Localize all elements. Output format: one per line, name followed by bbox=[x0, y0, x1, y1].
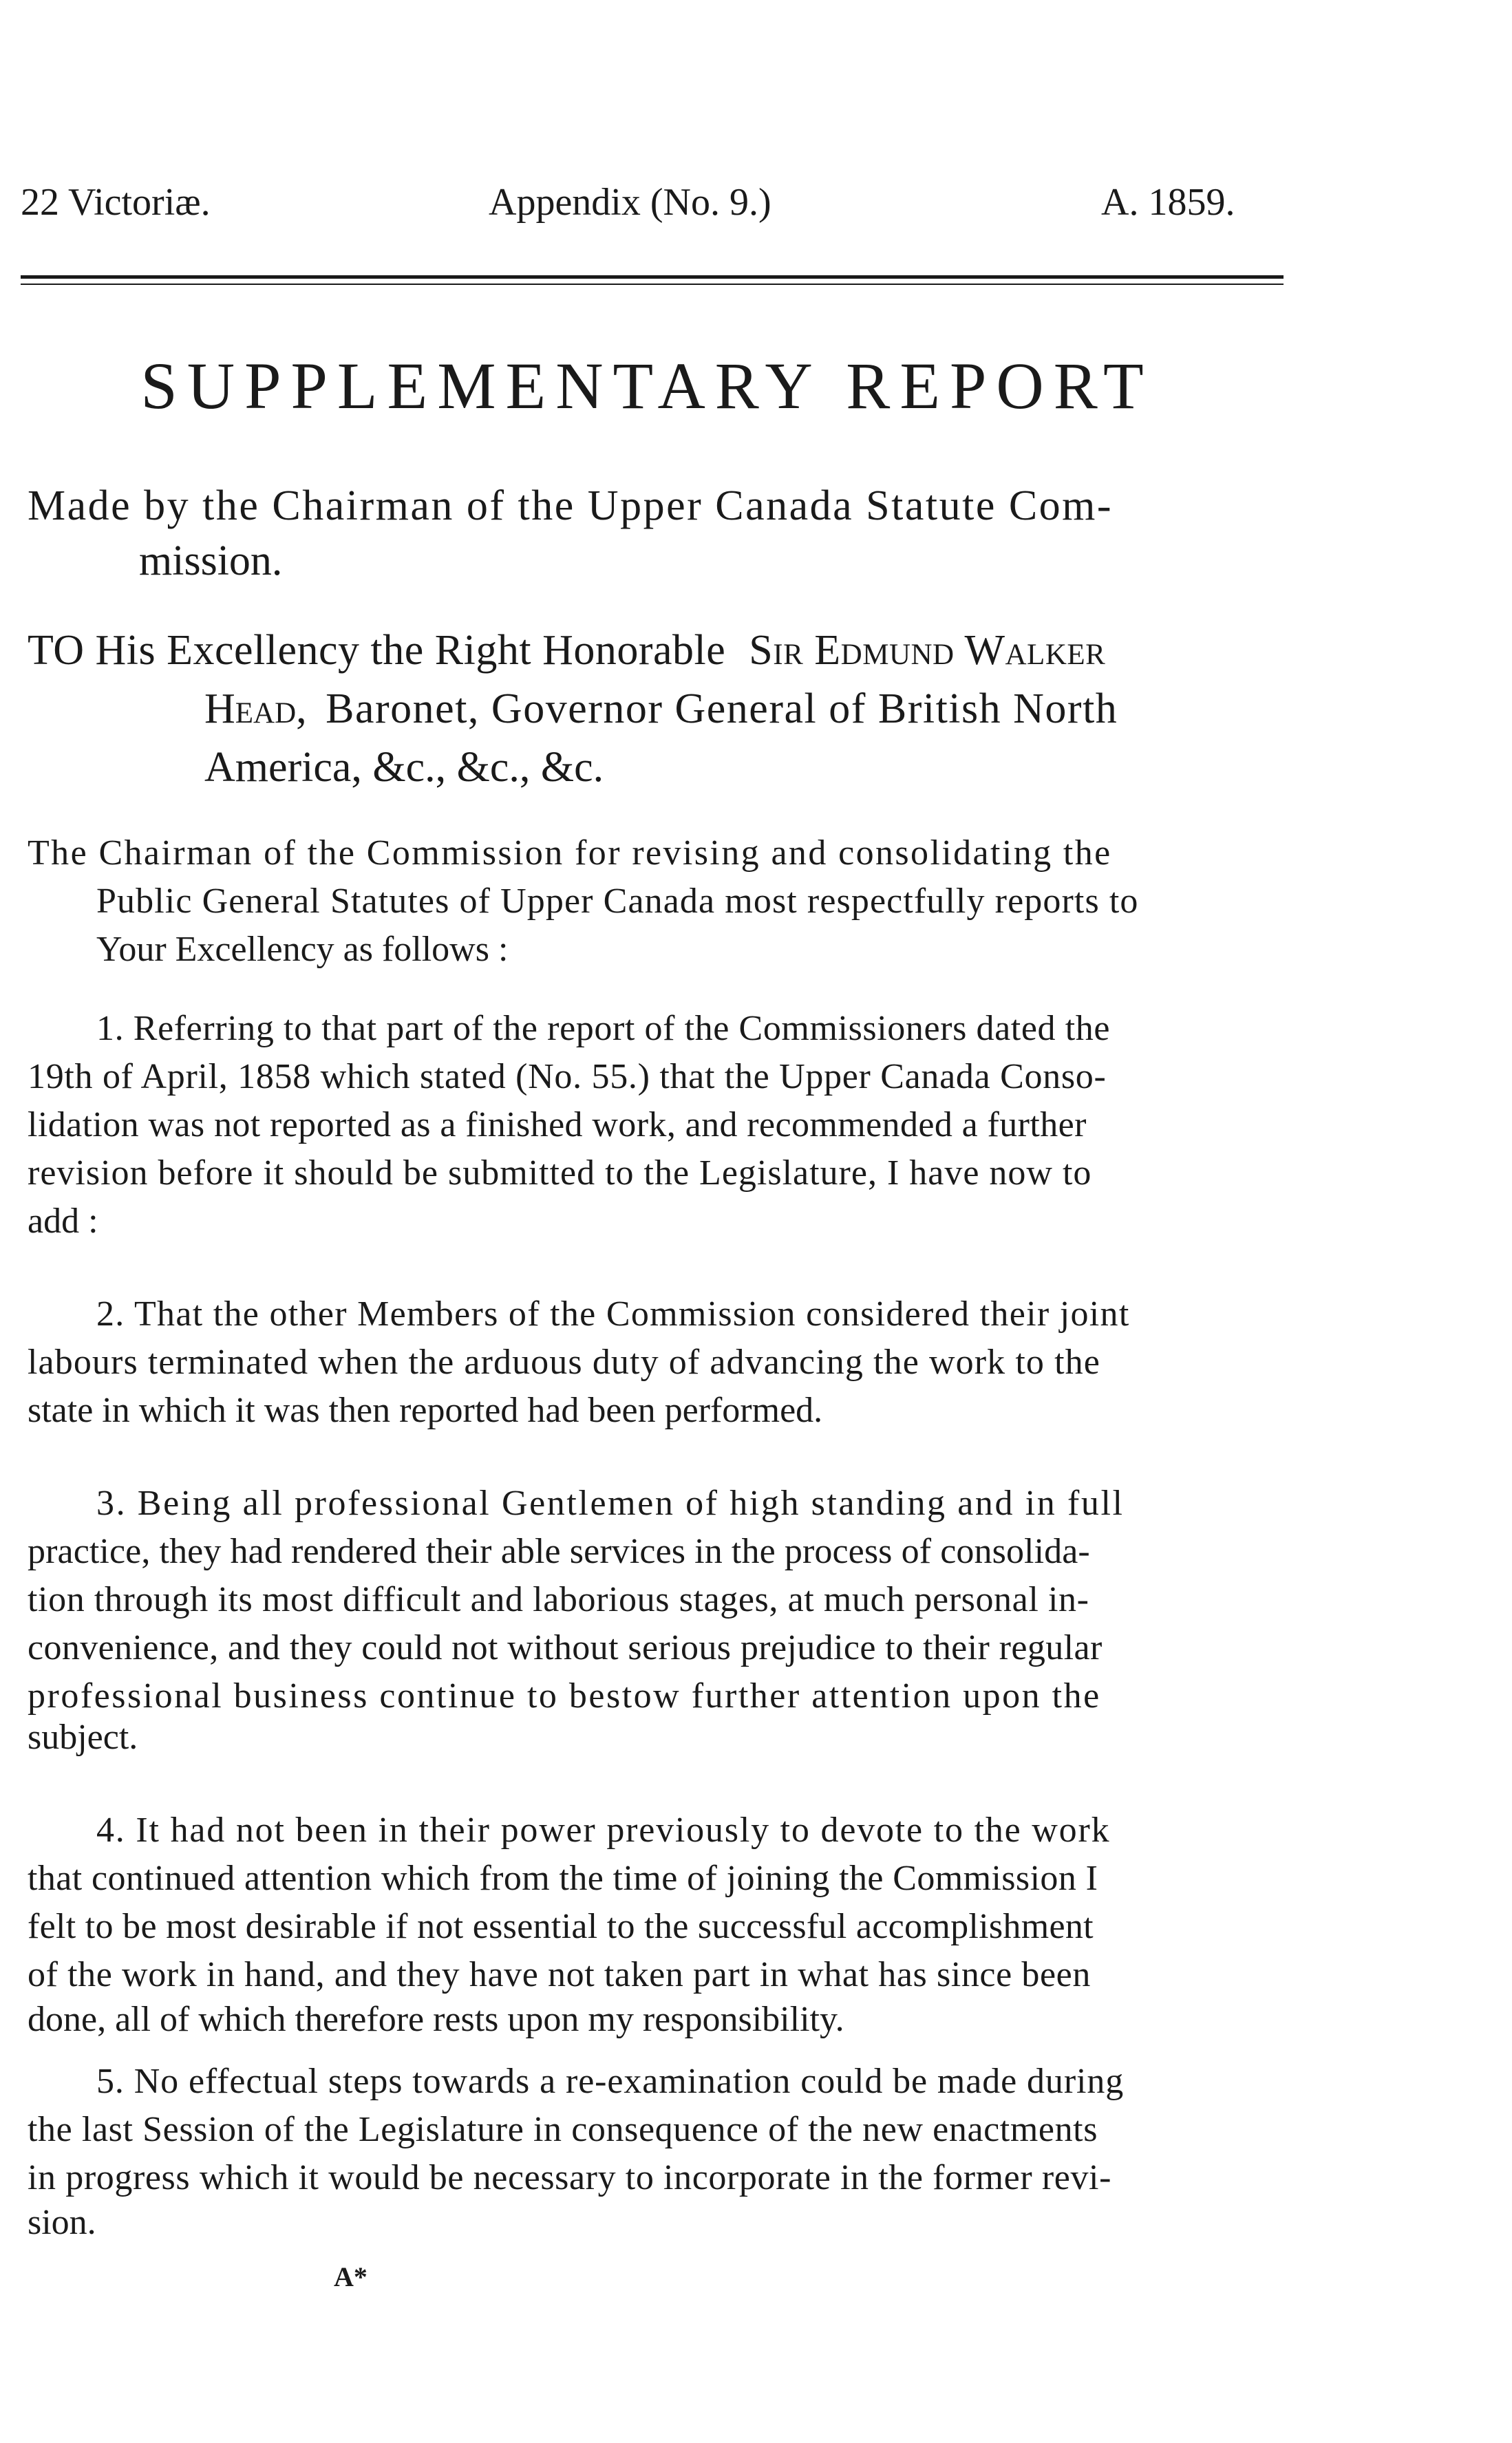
intro-line-3: Your Excellency as follows : bbox=[96, 930, 509, 969]
header-rule-thin bbox=[21, 284, 1284, 285]
paragraph-3-line-6: subject. bbox=[28, 1718, 138, 1757]
paragraph-1-line-4: revision before it should be submitted to the Legislature, I have now to bbox=[28, 1153, 1092, 1193]
paragraph-1-line-3: lidation was not reported as a finished work, and recommended a further bbox=[28, 1105, 1087, 1144]
paragraph-2-line-3: state in which it was then reported had been performed. bbox=[28, 1391, 823, 1430]
header-rule-thick bbox=[21, 275, 1284, 279]
paragraph-3-line-4: convenience, and they could not without serious prejudice to their regular bbox=[28, 1628, 1103, 1667]
address-line-2 bbox=[204, 685, 1118, 734]
paragraph-5-line-3: in progress which it would be necessary to incorporate in the former revi- bbox=[28, 2158, 1112, 2197]
paragraph-5-line-4: sion. bbox=[28, 2203, 96, 2242]
report-title: SUPPLEMENTARY REPORT bbox=[140, 349, 1153, 423]
address-line-1 bbox=[28, 626, 1105, 675]
paragraph-2-line-2: labours terminated when the arduous duty of advancing the work to the bbox=[28, 1343, 1100, 1382]
address-line-3: America, &c., &c., &c. bbox=[204, 744, 604, 791]
paragraph-1-line-5: add : bbox=[28, 1202, 98, 1241]
header-session: 22 Victoriæ. bbox=[21, 181, 211, 224]
paragraph-3-line-5: professional business continue to bestow further attention upon the bbox=[28, 1676, 1101, 1716]
paragraph-1-line-1: 1. Referring to that part of the report of the Commissioners dated the bbox=[96, 1009, 1111, 1048]
header-appendix: Appendix (No. 9.) bbox=[489, 181, 771, 224]
intro-line-2: Public General Statutes of Upper Canada most respectfully reports to bbox=[96, 882, 1139, 921]
intro-line-1: The Chairman of the Commission for revising and consolidating the bbox=[28, 833, 1112, 873]
paragraph-3-line-3: tion through its most difficult and laborious stages, at much personal in- bbox=[28, 1580, 1089, 1619]
header-year: A. 1859. bbox=[1101, 181, 1235, 224]
address-line-1-pre: TO His Excellency the Right Honorable bbox=[28, 627, 726, 674]
subtitle-line-1 bbox=[28, 482, 1273, 531]
running-header bbox=[21, 180, 1273, 228]
paragraph-3-line-1: 3. Being all professional Gentlemen of high standing and in full bbox=[96, 1484, 1125, 1523]
paragraph-4-line-4: of the work in hand, and they have not taken part in what has since been bbox=[28, 1955, 1091, 1994]
subtitle-line-1-text: Made by the Chairman of the Upper Canada Statute Com- bbox=[28, 482, 1114, 529]
subtitle-line-2: mission. bbox=[139, 537, 283, 584]
paragraph-4-line-1: 4. It had not been in their power previously to devote to the work bbox=[96, 1811, 1111, 1850]
paragraph-4-line-3: felt to be most desirable if not essential to the successful accomplishment bbox=[28, 1907, 1094, 1946]
address-line-2-rest: Baronet, Governor General of British North bbox=[326, 685, 1118, 732]
paragraph-1-line-2: 19th of April, 1858 which stated (No. 55.) that the Upper Canada Conso- bbox=[28, 1057, 1107, 1096]
address-name-2: Head, bbox=[204, 685, 307, 732]
paragraph-5-line-2: the last Session of the Legislature in consequence of the new enactments bbox=[28, 2110, 1098, 2149]
paragraph-4-line-5: done, all of which therefore rests upon my responsibility. bbox=[28, 2000, 844, 2039]
paragraph-4-line-2: that continued attention which from the time of joining the Commission I bbox=[28, 1859, 1098, 1898]
paragraph-5-line-1: 5. No effectual steps towards a re-examination could be made during bbox=[96, 2062, 1125, 2101]
signature-mark: A* bbox=[334, 2261, 368, 2292]
address-name-1: Sir Edmund Walker bbox=[749, 627, 1106, 674]
paragraph-3-line-2: practice, they had rendered their able services in the process of consolida- bbox=[28, 1532, 1090, 1571]
paragraph-2-line-1: 2. That the other Members of the Commission considered their joint bbox=[96, 1294, 1130, 1334]
